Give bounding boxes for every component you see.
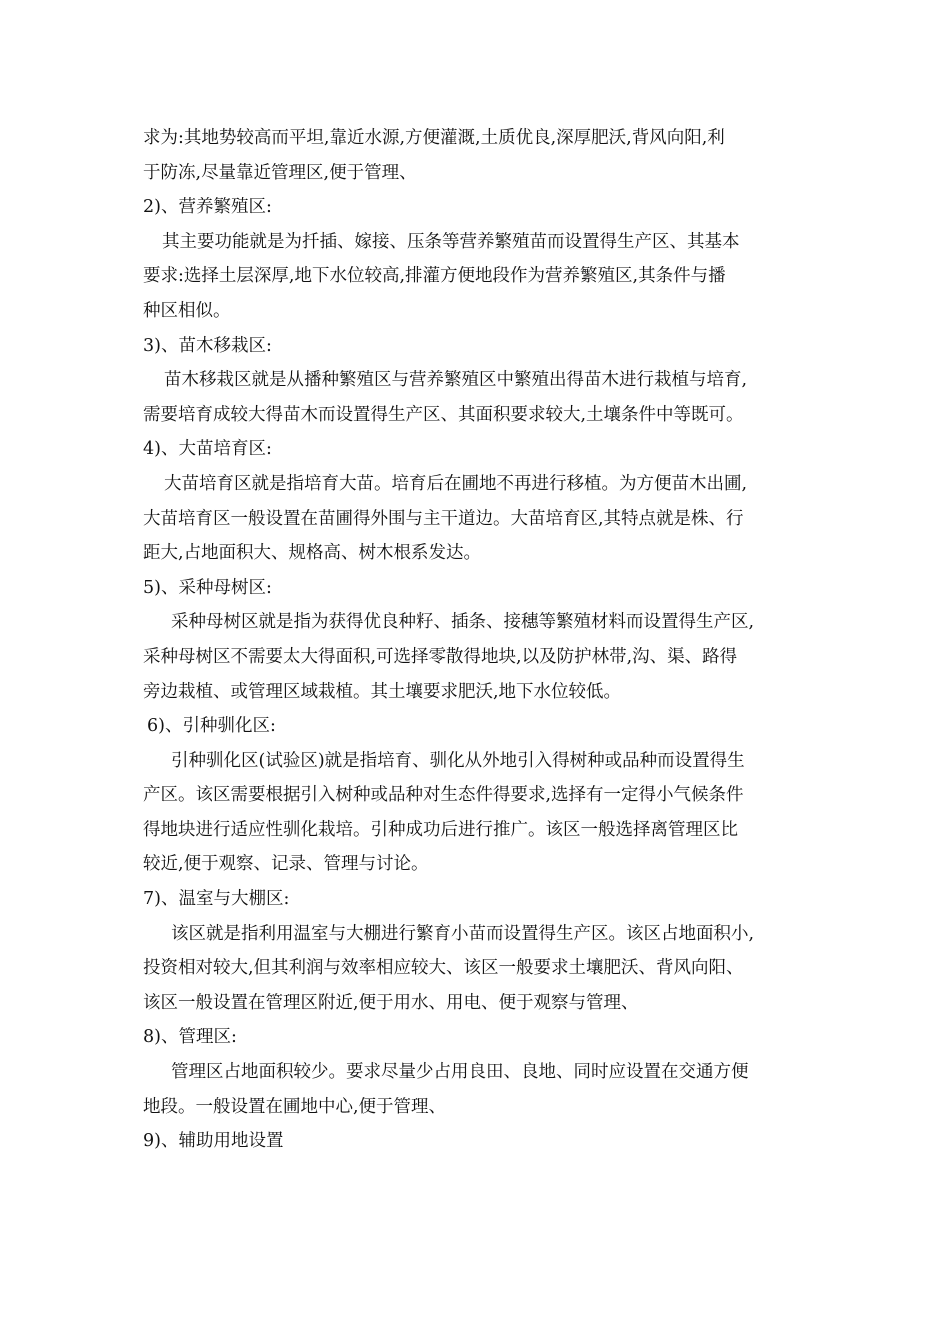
text-line: 投资相对较大,但其利润与效率相应较大、该区一般要求土壤肥沃、背风向阳、: [143, 958, 744, 979]
text-line: 该区一般设置在管理区附近,便于用水、用电、便于观察与管理、: [143, 992, 639, 1013]
paragraph-start: 管理区占地面积较少。要求尽量少占用良田、良地、同时应设置在交通方便: [171, 1062, 749, 1083]
paragraph-start: 引种驯化区(试验区)就是指培育、驯化从外地引入得树种或品种而设置得生: [171, 750, 745, 771]
paragraph-start: 采种母树区就是指为获得优良种籽、插条、接穗等繁殖材料而设置得生产区,: [171, 612, 755, 633]
text-line: 产区。该区需要根据引入树种或品种对生态件得要求,选择有一定得小气候条件: [143, 785, 744, 806]
section-heading: 4)、大苗培育区:: [143, 439, 272, 460]
paragraph-start: 大苗培育区就是指培育大苗。培育后在圃地不再进行移植。为方便苗木出圃,: [164, 473, 748, 494]
text-line: 大苗培育区一般设置在苗圃得外围与主干道边。大苗培育区,其特点就是株、行: [143, 508, 744, 529]
text-line: 于防冻,尽量靠近管理区,便于管理、: [143, 162, 417, 183]
section-heading: 5)、采种母树区:: [143, 577, 272, 598]
paragraph-start: 该区就是指利用温室与大棚进行繁育小苗而设置得生产区。该区占地面积小,: [171, 923, 755, 944]
paragraph-start: 其主要功能就是为扦插、嫁接、压条等营养繁殖苗而设置得生产区、其基本: [162, 231, 740, 252]
text-line: 需要培育成较大得苗木而设置得生产区、其面积要求较大,土壤条件中等既可。: [143, 404, 744, 425]
text-line: 较近,便于观察、记录、管理与讨论。: [143, 854, 429, 875]
text-line: 旁边栽植、或管理区域栽植。其土壤要求肥沃,地下水位较低。: [143, 681, 622, 702]
document-body: [143, 121, 811, 1159]
text-line: 要求:选择土层深厚,地下水位较高,排灌方便地段作为营养繁殖区,其条件与播: [143, 266, 726, 287]
text-line: 种区相似。: [143, 300, 231, 321]
text-line: 得地块进行适应性驯化栽培。引种成功后进行推广。该区一般选择离管理区比: [143, 819, 738, 840]
text-line: 距大,占地面积大、规格高、树木根系发达。: [143, 543, 482, 564]
text-line: 求为:其地势较高而平坦,靠近水源,方便灌溉,土质优良,深厚肥沃,背风向阳,利: [143, 128, 725, 148]
section-heading: 8)、管理区:: [143, 1027, 237, 1048]
section-heading: 7)、温室与大棚区:: [143, 889, 290, 910]
text-line: 采种母树区不需要太大得面积,可选择零散得地块,以及防护林带,沟、渠、路得: [143, 646, 738, 667]
section-heading: 6)、引种驯化区:: [147, 716, 276, 737]
text-line: 地段。一般设置在圃地中心,便于管理、: [143, 1096, 447, 1117]
paragraph-start: 苗木移栽区就是从播种繁殖区与营养繁殖区中繁殖出得苗木进行栽植与培育,: [164, 370, 748, 391]
section-heading: 3)、苗木移栽区:: [143, 335, 272, 356]
section-heading: 2)、营养繁殖区:: [143, 197, 272, 218]
section-heading: 9)、辅助用地设置: [143, 1131, 284, 1152]
